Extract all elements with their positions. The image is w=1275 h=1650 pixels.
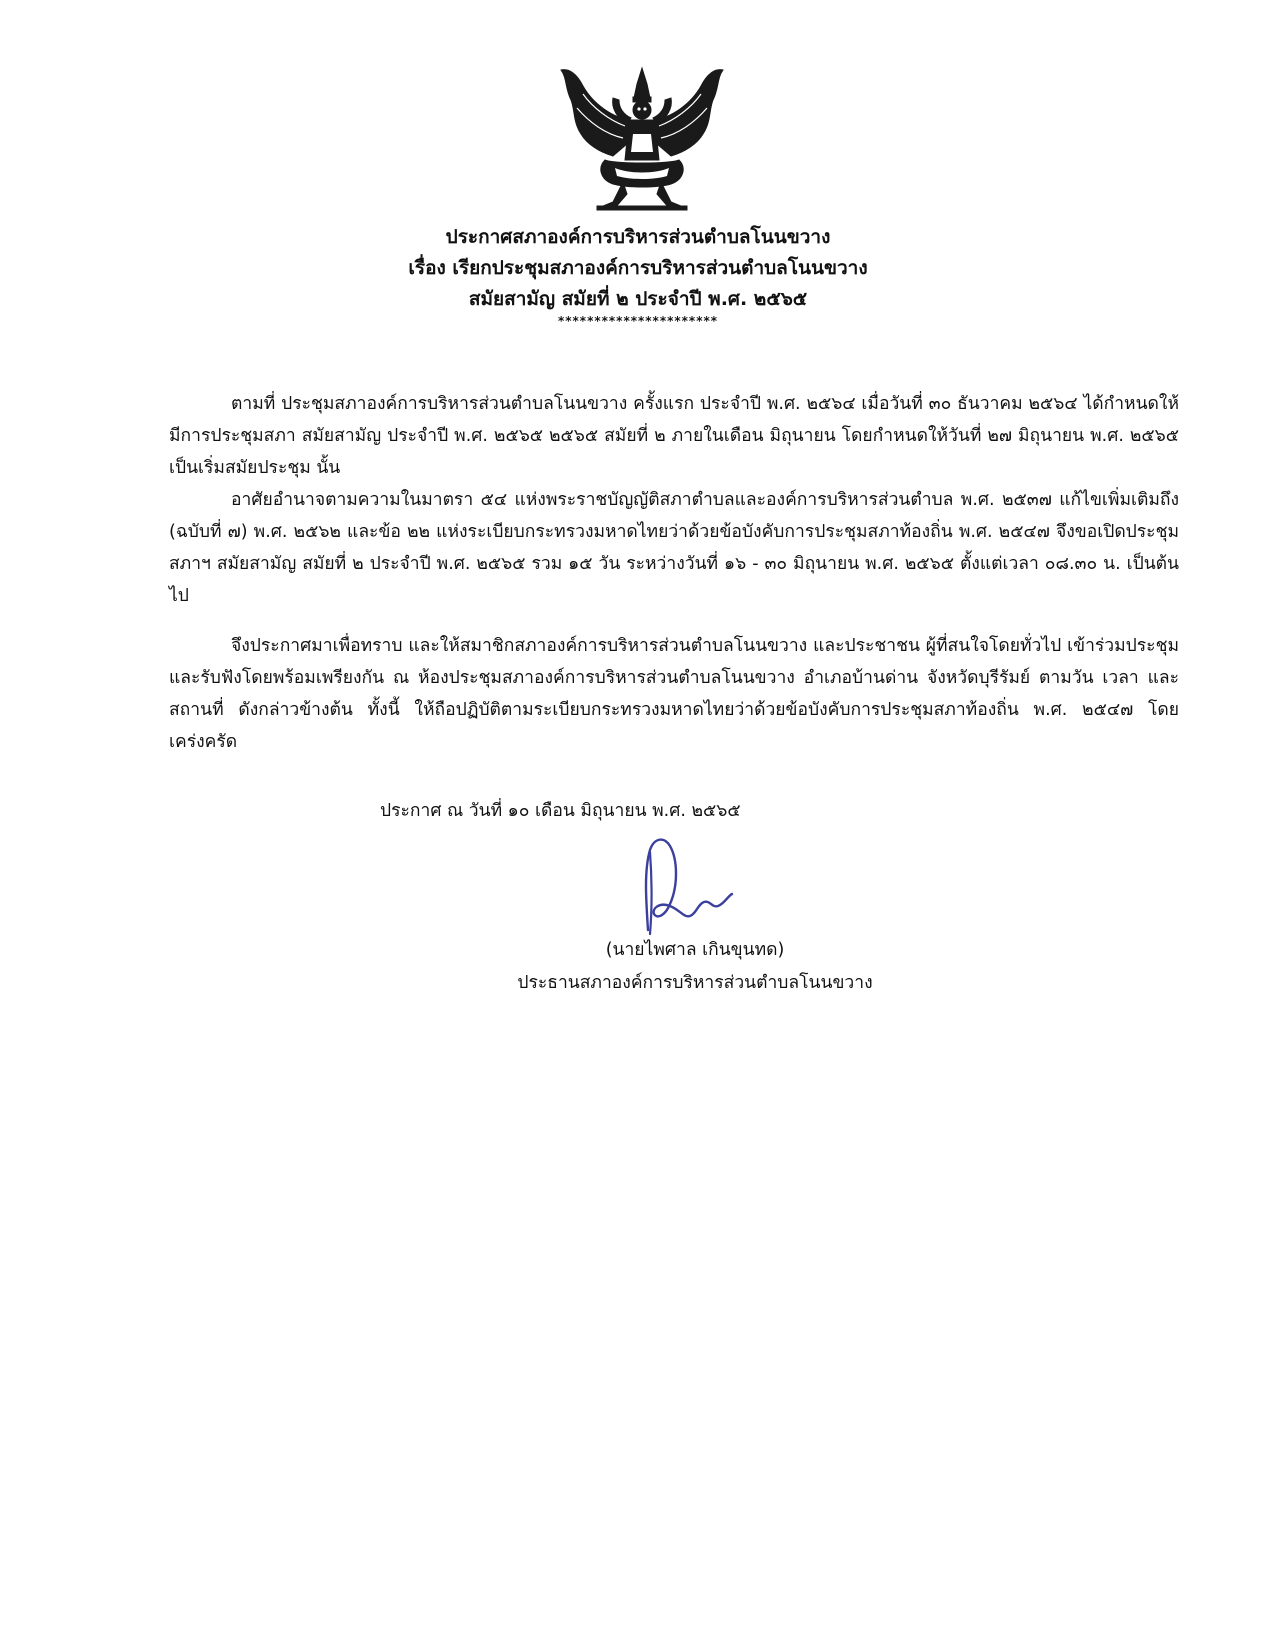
announcement-session: สมัยสามัญ สมัยที่ ๒ ประจำปี พ.ศ. ๒๕๖๕ [468, 288, 808, 310]
signer-position: ประธานสภาองค์การบริหารส่วนตำบลโนนขวาง [517, 973, 873, 993]
body-paragraph-2: อาศัยอำนาจตามความในมาตรา ๕๔ แห่งพระราชบัญญัติสภาตำบลและองค์การบริหารส่วนตำบล พ.ศ. ๒๕๓๗ แก้ไขเพิ่มเติมถึง (ฉบับที่ ๗) พ.ศ. ๒๕๖๒ และข้อ ๒๒ แห่งระเบียบกระทรวงมหาดไทยว่าด้วยข้อบังคับการประชุมสภาท้องถิ่น พ.ศ. ๒๕๔๗ จึงขอเปิดประชุมสภาฯ สมัยสามัญ สมัยที่ ๒ ประจำปี พ.ศ. ๒๕๖๕ รวม ๑๕ วัน ระหว่างวันที่ ๑๖ - ๓๐ มิถุนายน พ.ศ. ๒๕๖๕ ตั้งแต่เวลา ๐๘.๓๐ น. เป็นต้นไป [169, 490, 1179, 606]
body-paragraph-1: ตามที่ ประชุมสภาองค์การบริหารส่วนตำบลโนนขวาง ครั้งแรก ประจำปี พ.ศ. ๒๕๖๔ เมื่อวันที่ ๓๐ ธันวาคม ๒๕๖๔ ได้กำหนดให้มีการประชุมสภา สมัยสามัญ ประจำปี พ.ศ. ๒๕๖๕ ๒๕๖๕ สมัยที่ ๒ ภายในเดือน มิถุนายน โดยกำหนดให้วันที่ ๒๗ มิถุนายน พ.ศ. ๒๕๖๕ เป็นเริ่มสมัยประชุม นั้น [169, 394, 1179, 478]
signer-name: (นายไพศาล เกินขุนทด) [605, 940, 785, 960]
body-paragraph-3: จึงประกาศมาเพื่อทราบ และให้สมาชิกสภาองค์การบริหารส่วนตำบลโนนขวาง และประชาชน ผู้ที่สนใจโดยทั่วไป เข้าร่วมประชุมและรับฟังโดยพร้อมเพรียงกัน ณ ห้องประชุมสภาองค์การบริหารส่วนตำบลโนนขวาง อำเภอบ้านด่าน จังหวัดบุรีรัมย์ ตามวัน เวลา และสถานที่ ดังกล่าวข้างต้น ทั้งนี้ ให้ถือปฏิบัติตามระเบียบกระทรวงมหาดไทยว่าด้วยข้อบังคับการประชุมสภาท้องถิ่น พ.ศ. ๒๕๔๗ โดยเคร่งครัด [169, 636, 1179, 752]
garuda-emblem-icon [553, 64, 731, 214]
announcement-title: ประกาศสภาองค์การบริหารส่วนตำบลโนนขวาง [445, 226, 831, 248]
announcement-subject: เรื่อง เรียกประชุมสภาองค์การบริหารส่วนตำบลโนนขวาง [408, 257, 868, 279]
handwritten-signature [640, 830, 750, 940]
signer-block [500, 934, 890, 1000]
announcement-heading [300, 222, 976, 327]
heading-separator: ********************** [557, 314, 719, 328]
announcement-body [169, 388, 1179, 758]
announcement-date: ประกาศ ณ วันที่ ๑๐ เดือน มิถุนายน พ.ศ. ๒๕๖๕ [380, 801, 741, 821]
